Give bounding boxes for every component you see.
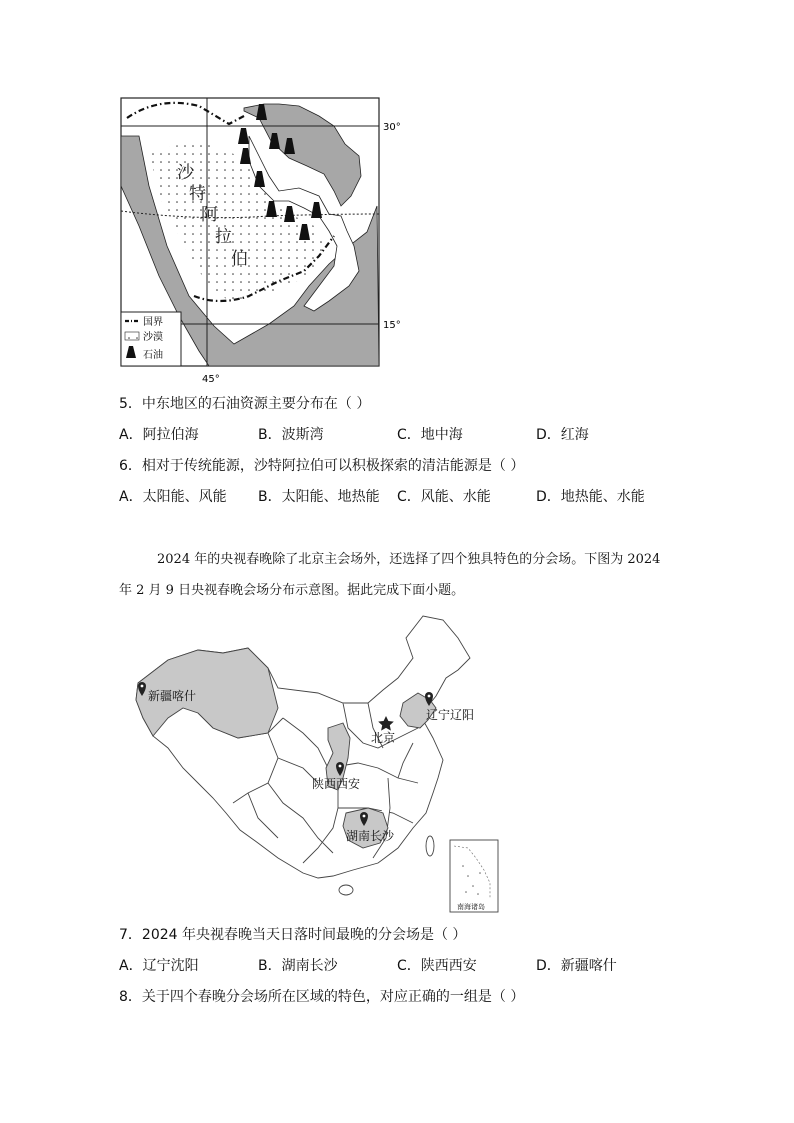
question-7-option-a[interactable]: A．辽宁沈阳: [119, 958, 199, 974]
legend-desert: 沙漠: [143, 332, 163, 343]
china-map: [128, 608, 500, 918]
question-6-option-b[interactable]: B．太阳能、地热能: [258, 489, 380, 505]
label-liaoning: 辽宁辽阳: [426, 708, 475, 722]
south-china-sea-inset: [450, 840, 498, 912]
country-label: 阿: [201, 205, 218, 225]
intro-line-2: 年 2 月 9 日央视春晚会场分布示意图。据此完成下面小题。: [119, 583, 465, 598]
question-5-option-a[interactable]: A．阿拉伯海: [119, 427, 199, 443]
question-6-stem: 6．相对于传统能源，沙特阿拉伯可以积极探索的清洁能源是（ ）: [119, 458, 525, 474]
question-7-option-b[interactable]: B．湖南长沙: [258, 958, 338, 974]
legend-border: 国界: [143, 317, 163, 328]
question-5-option-d[interactable]: D．红海: [536, 427, 589, 443]
question-6-option-d[interactable]: D．地热能、水能: [536, 489, 645, 505]
question-7-option-c[interactable]: C．陕西西安: [397, 958, 477, 974]
question-5-option-b[interactable]: B．波斯湾: [258, 427, 324, 443]
question-6-option-a[interactable]: A．太阳能、风能: [119, 489, 227, 505]
question-8-stem: 8．关于四个春晚分会场所在区域的特色，对应正确的一组是（ ）: [119, 989, 525, 1005]
intro-line-1: 2024 年的央视春晚除了北京主会场外，还选择了四个独具特色的分会场。下图为 2024: [157, 552, 661, 567]
label-beijing: 北京: [371, 731, 396, 745]
question-5-stem: 5．中东地区的石油资源主要分布在（ ）: [119, 396, 371, 412]
label-shaanxi: 陕西西安: [312, 777, 361, 791]
question-7-option-d[interactable]: D．新疆喀什: [536, 958, 617, 974]
country-label: 沙: [177, 163, 194, 183]
country-label: 伯: [231, 249, 248, 269]
country-label: 拉: [215, 227, 232, 247]
label-hunan: 湖南长沙: [346, 829, 395, 843]
question-6-option-c[interactable]: C．风能、水能: [397, 489, 491, 505]
country-label: 特: [189, 184, 206, 204]
label-inset: 南海诸岛: [457, 903, 485, 911]
saudi-arabia-map: [119, 96, 409, 386]
question-7-stem: 7．2024 年央视春晚当天日落时间最晚的分会场是（ ）: [119, 927, 467, 943]
lat-30-label: 30°: [383, 122, 401, 133]
lon-45-label: 45°: [202, 374, 220, 385]
lat-15-label: 15°: [383, 320, 401, 331]
question-5-option-c[interactable]: C．地中海: [397, 427, 463, 443]
legend-oil: 石油: [143, 350, 163, 361]
label-xinjiang: 新疆喀什: [148, 689, 197, 703]
